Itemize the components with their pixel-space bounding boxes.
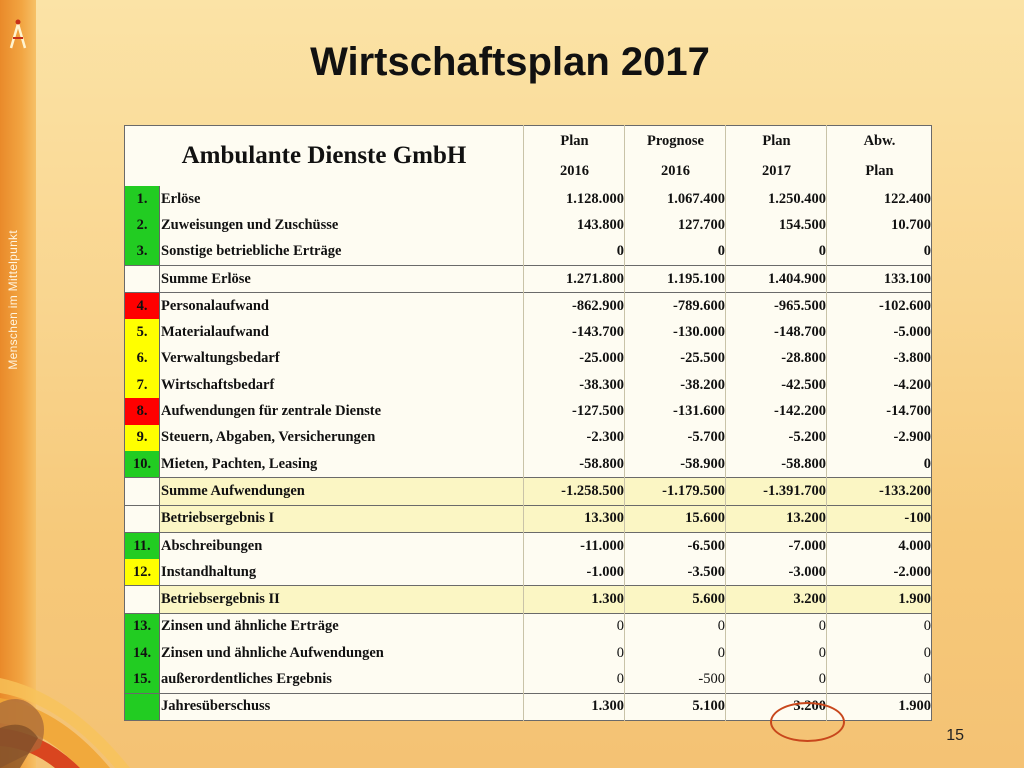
side-slogan: Menschen im Mittelpunkt [6, 230, 20, 370]
row-label: Verwaltungsbedarf [160, 346, 524, 372]
cell-plan-2016: 13.300 [524, 505, 625, 532]
cell-abw-plan: -133.200 [827, 478, 932, 505]
cell-plan-2016: 0 [524, 666, 625, 693]
cell-plan-2016: -127.500 [524, 398, 625, 424]
row-label: Zinsen und ähnliche Aufwendungen [160, 640, 524, 666]
table-row [125, 478, 932, 505]
cell-plan-2016: -38.300 [524, 372, 625, 398]
cell-plan-2016: 1.128.000 [524, 186, 625, 212]
table-row [125, 319, 932, 345]
table-row [125, 293, 932, 320]
row-label: Sonstige betriebliche Erträge [160, 239, 524, 266]
cell-plan-2016: 143.800 [524, 212, 625, 238]
cell-plan-2016: 0 [524, 239, 625, 266]
row-number-marker [125, 586, 160, 613]
cell-plan-2017: -965.500 [726, 293, 827, 320]
table-row [125, 505, 932, 532]
cell-prognose-2016: 1.067.400 [625, 186, 726, 212]
row-number-marker [125, 265, 160, 292]
header-prognose-2016-line2: 2016 [625, 156, 726, 186]
financial-table-container [124, 125, 932, 721]
cell-prognose-2016: 1.195.100 [625, 265, 726, 292]
table-row [125, 425, 932, 451]
cell-prognose-2016: 0 [625, 640, 726, 666]
cell-plan-2017: -7.000 [726, 532, 827, 559]
cell-plan-2017: -28.800 [726, 346, 827, 372]
row-label: Steuern, Abgaben, Versicherungen [160, 425, 524, 451]
cell-plan-2017: -3.000 [726, 559, 827, 586]
row-number-marker: 15. [125, 666, 160, 693]
cell-prognose-2016: -6.500 [625, 532, 726, 559]
table-row [125, 451, 932, 478]
cell-plan-2017: 0 [726, 640, 827, 666]
cell-abw-plan: -5.000 [893, 324, 931, 341]
row-label: außerordentliches Ergebnis [160, 666, 524, 693]
cell-plan-2016: 1.300 [524, 693, 625, 720]
cell-plan-2016: -1.258.500 [524, 478, 625, 505]
row-label: Materialaufwand [160, 319, 524, 345]
header-abw-plan-line1: Abw. [863, 132, 896, 149]
cell-abw-plan: 1.900 [827, 586, 932, 613]
row-label: Abschreibungen [160, 532, 524, 559]
row-number-marker [125, 478, 160, 505]
cell-prognose-2016: -1.179.500 [625, 478, 726, 505]
cell-abw-plan: -3.800 [893, 350, 931, 367]
row-number-marker: 7. [125, 372, 160, 398]
cell-prognose-2016: 5.100 [625, 693, 726, 720]
row-number-marker: 2. [125, 212, 160, 238]
table-row [125, 398, 932, 424]
cell-plan-2017: 154.500 [726, 212, 827, 238]
table-row [125, 186, 932, 212]
table-row [125, 613, 932, 640]
row-number-marker: 9. [125, 425, 160, 451]
cell-plan-2017: 0 [726, 666, 827, 693]
cell-abw-plan: -102.600 [827, 293, 932, 320]
row-label: Personalaufwand [160, 293, 524, 320]
cell-plan-2017: -58.800 [726, 451, 827, 478]
cell-abw-plan: 0 [923, 670, 931, 687]
cell-abw-plan: -4.200 [893, 376, 931, 393]
table-row [125, 640, 932, 666]
header-abw-plan-line2: Plan [865, 162, 894, 179]
cell-prognose-2016: -5.700 [625, 425, 726, 451]
cell-plan-2016: -143.700 [524, 319, 625, 345]
cell-plan-2016: 1.300 [524, 586, 625, 613]
header-plan-2016-line2: 2016 [524, 156, 625, 186]
table-row [125, 265, 932, 292]
table-row [125, 586, 932, 613]
header-plan-2016-line1: Plan [524, 126, 625, 157]
cell-plan-2016: -1.000 [524, 559, 625, 586]
cell-abw-plan: -100 [827, 505, 932, 532]
cell-plan-2017: 3.200 [726, 693, 827, 720]
cell-prognose-2016: 5.600 [625, 586, 726, 613]
row-label: Betriebsergebnis I [160, 505, 524, 532]
row-number-marker: 5. [125, 319, 160, 345]
cell-abw-plan: 0 [827, 613, 932, 640]
cell-plan-2017: -148.700 [726, 319, 827, 345]
cell-plan-2017: 13.200 [726, 505, 827, 532]
row-number-marker [125, 693, 160, 720]
cell-plan-2017: 3.200 [726, 586, 827, 613]
slide-title: Wirtschaftsplan 2017 [310, 40, 710, 84]
row-number-marker: 1. [125, 186, 160, 212]
row-label: Wirtschaftsbedarf [160, 372, 524, 398]
row-label: Betriebsergebnis II [160, 586, 524, 613]
cell-abw-plan: 10.700 [891, 216, 931, 233]
cell-plan-2016: -2.300 [524, 425, 625, 451]
row-number-marker: 12. [125, 559, 160, 586]
cell-abw-plan: 0 [923, 644, 931, 661]
header-plan-2017-line1: Plan [726, 126, 827, 157]
row-label: Instandhaltung [160, 559, 524, 586]
row-label: Jahresüberschuss [160, 693, 524, 720]
cell-abw-plan: 133.100 [827, 265, 932, 292]
row-number-marker: 6. [125, 346, 160, 372]
row-number-marker: 14. [125, 640, 160, 666]
cell-plan-2017: 0 [726, 613, 827, 640]
cell-abw-plan: 4.000 [827, 532, 932, 559]
table-row [125, 212, 932, 238]
cell-prognose-2016: -38.200 [625, 372, 726, 398]
table-row [125, 559, 932, 586]
header-plan-2017-line2: 2017 [726, 156, 827, 186]
cell-prognose-2016: -500 [625, 666, 726, 693]
row-number-marker [125, 505, 160, 532]
row-label: Zuweisungen und Zuschüsse [160, 212, 524, 238]
page-number: 15 [946, 727, 964, 744]
cell-plan-2017: 1.250.400 [726, 186, 827, 212]
table-row [125, 666, 932, 693]
cell-abw-plan: -14.700 [886, 403, 931, 420]
cell-prognose-2016: 0 [625, 239, 726, 266]
table-header-row [125, 126, 932, 157]
cell-plan-2017: 0 [726, 239, 827, 266]
row-label: Summe Aufwendungen [160, 478, 524, 505]
row-label: Summe Erlöse [160, 265, 524, 292]
cell-prognose-2016: 127.700 [625, 212, 726, 238]
cell-plan-2016: -11.000 [524, 532, 625, 559]
row-number-marker: 4. [125, 293, 160, 320]
cell-prognose-2016: -25.500 [625, 346, 726, 372]
table-row [125, 239, 932, 266]
row-number-marker: 8. [125, 398, 160, 424]
cell-plan-2017: -142.200 [726, 398, 827, 424]
cell-abw-plan: 1.900 [827, 693, 932, 720]
row-number-marker: 10. [125, 451, 160, 478]
cell-plan-2017: -5.200 [726, 425, 827, 451]
cell-prognose-2016: -789.600 [625, 293, 726, 320]
cell-abw-plan: 0 [923, 455, 931, 472]
cell-plan-2016: 1.271.800 [524, 265, 625, 292]
cell-prognose-2016: -3.500 [625, 559, 726, 586]
header-prognose-2016-line1: Prognose [625, 126, 726, 157]
cell-prognose-2016: -58.900 [625, 451, 726, 478]
table-row [125, 372, 932, 398]
row-label: Erlöse [160, 186, 524, 212]
cell-plan-2016: -862.900 [524, 293, 625, 320]
company-name: Ambulante Dienste GmbH [125, 126, 524, 187]
table-row [125, 346, 932, 372]
cell-plan-2017: 1.404.900 [726, 265, 827, 292]
row-number-marker: 13. [125, 613, 160, 640]
highlight-circle-jahresueberschuss [770, 702, 845, 742]
cell-plan-2016: -25.000 [524, 346, 625, 372]
financial-plan-table [124, 125, 932, 721]
row-label: Mieten, Pachten, Leasing [160, 451, 524, 478]
cell-abw-plan: -2.900 [893, 429, 931, 446]
row-label: Aufwendungen für zentrale Dienste [160, 398, 524, 424]
row-number-marker: 11. [125, 532, 160, 559]
cell-plan-2016: 0 [524, 613, 625, 640]
row-number-marker: 3. [125, 239, 160, 266]
row-label: Zinsen und ähnliche Erträge [160, 613, 524, 640]
cell-prognose-2016: -130.000 [625, 319, 726, 345]
cell-abw-plan: 0 [923, 243, 931, 260]
cell-abw-plan: -2.000 [893, 563, 931, 580]
hands-photo-image [0, 678, 70, 768]
cell-plan-2016: 0 [524, 640, 625, 666]
cell-plan-2016: -58.800 [524, 451, 625, 478]
cell-prognose-2016: -131.600 [625, 398, 726, 424]
cell-prognose-2016: 15.600 [625, 505, 726, 532]
table-row [125, 532, 932, 559]
cell-prognose-2016: 0 [625, 613, 726, 640]
cell-abw-plan: 122.400 [883, 190, 931, 207]
cell-plan-2017: -1.391.700 [726, 478, 827, 505]
cell-plan-2017: -42.500 [726, 372, 827, 398]
